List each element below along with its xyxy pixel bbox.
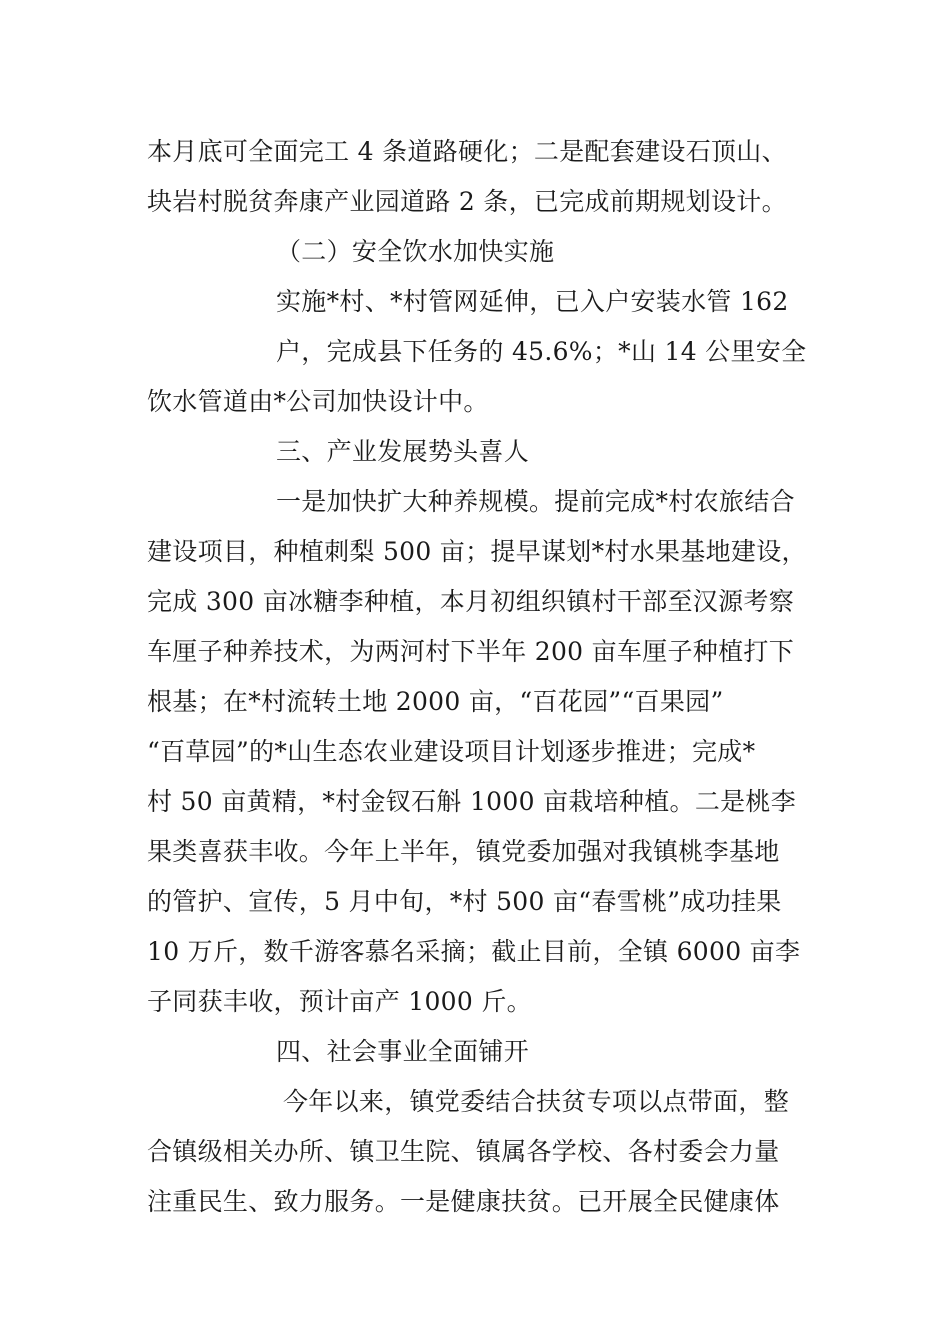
text-line-12: 根基；在*村流转土地 2000 亩，“百花园”“百果园” (147, 687, 724, 716)
section-heading-social: 四、社会事业全面铺开 (276, 1037, 530, 1066)
text-line-8: 一是加快扩大种养规模。提前完成*村农旅结合 (276, 487, 795, 516)
text-line-11: 车厘子种养技术，为两河村下半年 200 亩车厘子种植打下 (147, 637, 795, 666)
text-line-18: 子同获丰收，预计亩产 1000 斤。 (147, 987, 532, 1016)
text-line-2: 块岩村脱贫奔康产业园道路 2 条，已完成前期规划设计。 (147, 187, 787, 216)
text-line-1: 本月底可全面完工 4 条道路硬化；二是配套建设石顶山、 (147, 137, 787, 166)
text-line-4: 实施*村、*村管网延伸，已入户安装水管 162 (276, 287, 789, 316)
text-line-14: 村 50 亩黄精，*村金钗石斛 1000 亩栽培种植。二是桃李 (147, 787, 797, 816)
text-line-15: 果类喜获丰收。今年上半年，镇党委加强对我镇桃李基地 (147, 837, 780, 866)
text-line-17: 10 万斤，数千游客慕名采摘；截止目前，全镇 6000 亩李 (147, 937, 801, 966)
text-line-6: 饮水管道由*公司加快设计中。 (147, 387, 489, 416)
section-heading-industry: 三、产业发展势头喜人 (276, 437, 530, 466)
text-line-13: “百草园”的*山生态农业建设项目计划逐步推进；完成* (147, 737, 756, 766)
text-line-22: 注重民生、致力服务。一是健康扶贫。已开展全民健康体 (147, 1187, 780, 1216)
section-heading-safe-water: （二）安全饮水加快实施 (276, 237, 555, 266)
text-line-9: 建设项目，种植刺梨 500 亩；提早谋划*村水果基地建设， (147, 537, 807, 566)
text-line-16: 的管护、宣传，5 月中旬，*村 500 亩“春雪桃”成功挂果 (147, 887, 782, 916)
text-line-5: 户，完成县下任务的 45.6%；*山 14 公里安全 (276, 337, 807, 366)
text-line-21: 合镇级相关办所、镇卫生院、镇属各学校、各村委会力量 (147, 1137, 780, 1166)
text-line-20: 今年以来，镇党委结合扶贫专项以点带面，整 (283, 1087, 790, 1116)
text-line-10: 完成 300 亩冰糖李种植，本月初组织镇村干部至汉源考察 (147, 587, 795, 616)
